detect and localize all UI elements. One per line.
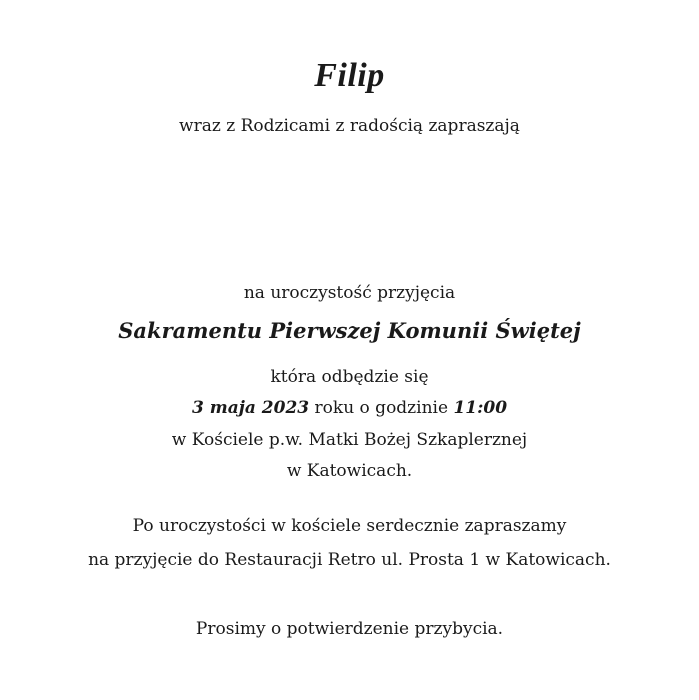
- event-date: 3 maja 2023: [191, 398, 310, 418]
- occasion-title: Sakramentu Pierwszej Komunii Świętej: [118, 318, 581, 343]
- occasion-intro-text: na uroczystość przyjęcia: [243, 283, 456, 303]
- reception-line-2: na przyjęcie do Restauracji Retro ul. Prosta 1 w Katowicach.: [88, 550, 611, 570]
- with-parents-text: wraz z Rodzicami z radością zapraszają: [179, 116, 520, 136]
- celebrant-name: Filip: [314, 57, 385, 94]
- takes-place-text: która odbędzie się: [270, 367, 429, 387]
- church-text: w Kościele p.w. Matki Bożej Szkaplerznej: [171, 430, 528, 450]
- rsvp-text: Prosimy o potwierdzenie przybycia.: [195, 619, 504, 639]
- date-time-line: [0, 396, 699, 420]
- city-text: w Katowicach.: [286, 461, 413, 481]
- event-time: 11:00: [453, 398, 508, 418]
- reception-line-1: Po uroczystości w kościele serdecznie zapraszamy: [132, 516, 567, 536]
- year-time-text: roku o godzinie: [309, 398, 454, 418]
